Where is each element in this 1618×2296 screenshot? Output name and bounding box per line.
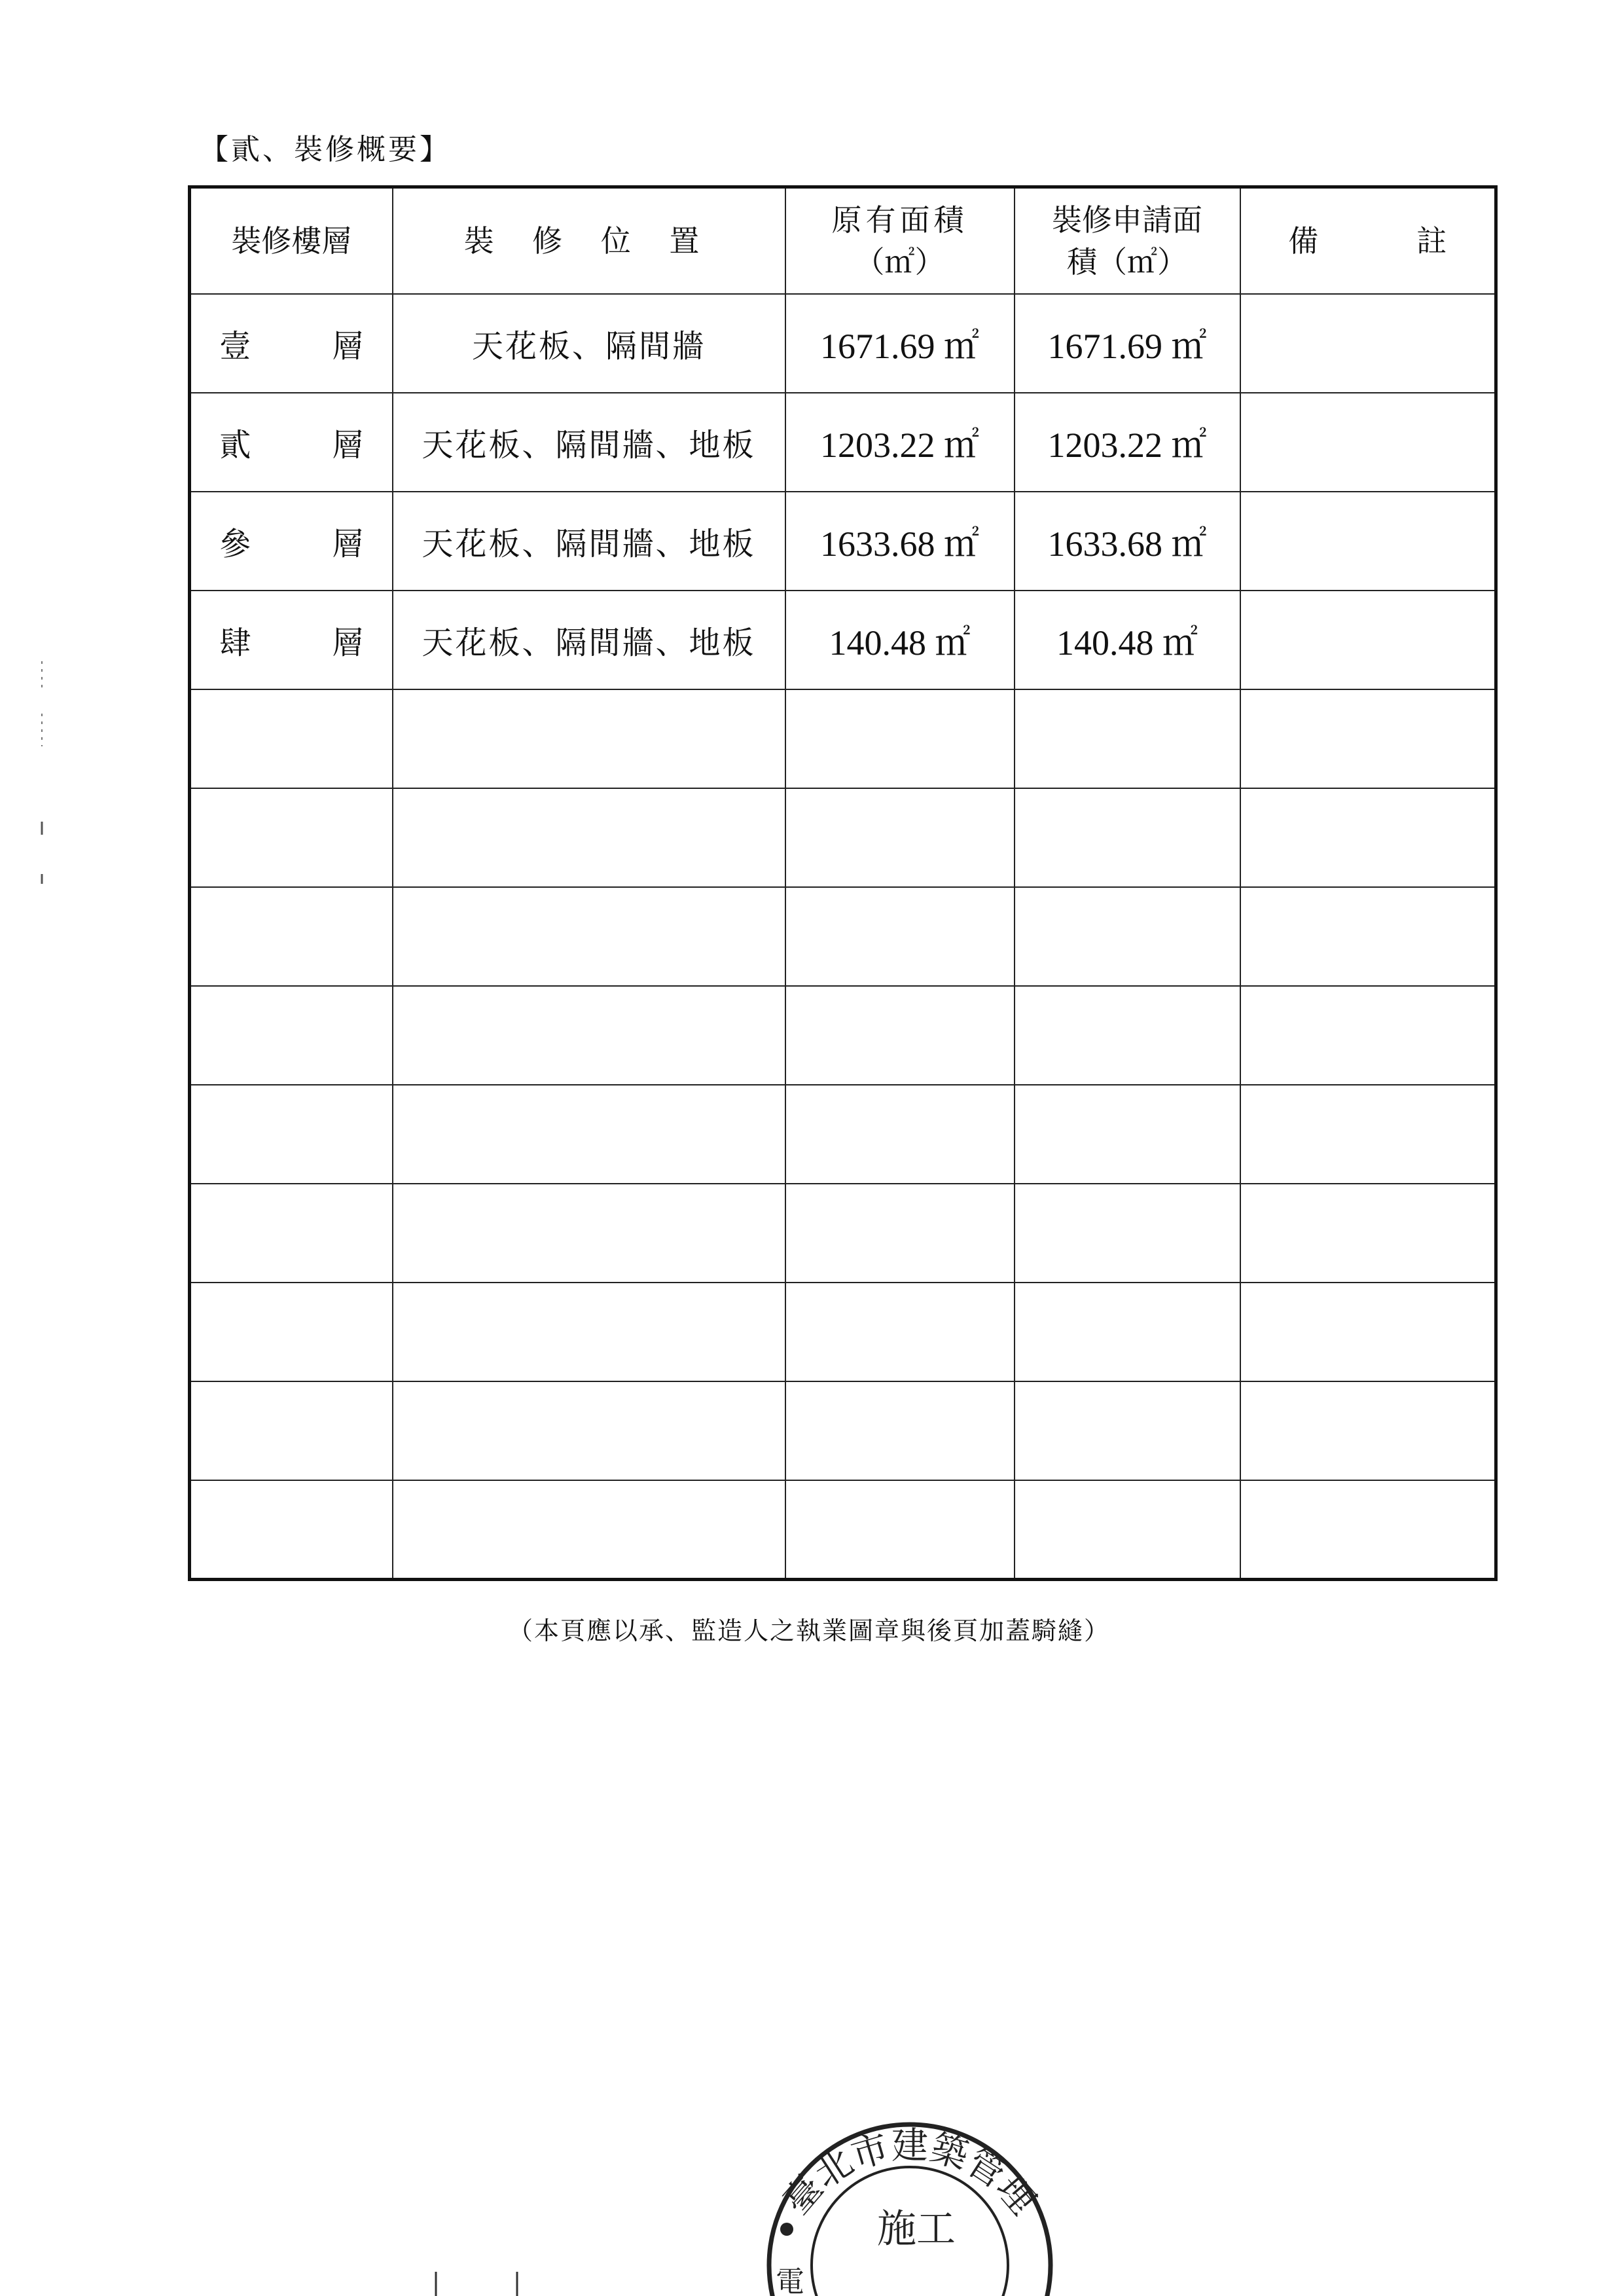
empty-cell <box>393 689 785 788</box>
header-requested-area <box>1015 187 1240 295</box>
header-remarks-2: 註 <box>1416 223 1447 259</box>
remarks-cell <box>1240 294 1496 393</box>
empty-cell <box>785 887 1015 986</box>
floor-cell: 參 層 <box>190 492 393 591</box>
empty-cell <box>190 1381 393 1480</box>
empty-cell <box>190 788 393 887</box>
empty-cell <box>1240 986 1496 1085</box>
empty-cell <box>190 887 393 986</box>
floor-cell: 壹 層 <box>190 294 393 393</box>
header-original-area <box>785 187 1015 295</box>
requested-area-cell: 140.48 ㎡ <box>1015 591 1240 689</box>
empty-cell <box>785 986 1015 1085</box>
empty-cell <box>1240 1184 1496 1283</box>
stamp-arc-text: 臺北市建築管理 <box>776 2124 1044 2223</box>
empty-cell <box>785 1283 1015 1381</box>
original-area-cell: 1203.22 ㎡ <box>785 393 1015 492</box>
stamp-inner-text: 施工 <box>877 2206 956 2252</box>
empty-cell <box>785 1184 1015 1283</box>
empty-cell <box>190 1283 393 1381</box>
empty-cell <box>393 1480 785 1579</box>
location-cell: 天花板、隔間牆 <box>393 294 785 393</box>
header-floor: 裝修樓層 <box>190 187 393 295</box>
table-row <box>190 492 1496 591</box>
empty-cell <box>393 1085 785 1184</box>
empty-cell <box>785 1085 1015 1184</box>
header-original-area-line2: （㎡） <box>854 244 945 280</box>
table-row-empty <box>190 986 1496 1085</box>
empty-cell <box>1240 788 1496 887</box>
table-row-empty <box>190 1381 1496 1480</box>
table-row-empty <box>190 689 1496 788</box>
header-remarks <box>1240 187 1496 295</box>
empty-cell <box>1015 1085 1240 1184</box>
empty-cell <box>785 1480 1015 1579</box>
remarks-cell <box>1240 492 1496 591</box>
empty-cell <box>1240 1283 1496 1381</box>
empty-cell <box>1015 986 1240 1085</box>
empty-cell <box>190 1184 393 1283</box>
empty-cell <box>190 986 393 1085</box>
empty-cell <box>1240 689 1496 788</box>
empty-cell <box>190 689 393 788</box>
header-original-area-line1: 原有面積 <box>831 202 968 238</box>
requested-area-cell: 1671.69 ㎡ <box>1015 294 1240 393</box>
requested-area-cell: 1633.68 ㎡ <box>1015 492 1240 591</box>
header-location: 裝 修 位 置 <box>393 187 785 295</box>
header-requested-area-line1: 裝修申請面 <box>1052 202 1202 238</box>
empty-cell <box>1015 689 1240 788</box>
official-stamp <box>740 2095 1080 2296</box>
floor-cell: 貳 層 <box>190 393 393 492</box>
original-area-cell: 140.48 ㎡ <box>785 591 1015 689</box>
section-title: 【貳、裝修概要】 <box>200 133 451 166</box>
location-cell: 天花板、隔間牆、地板 <box>393 393 785 492</box>
empty-cell <box>190 1085 393 1184</box>
table-row-empty <box>190 788 1496 887</box>
empty-cell <box>393 1184 785 1283</box>
location-cell: 天花板、隔間牆、地板 <box>393 591 785 689</box>
empty-cell <box>393 887 785 986</box>
header-requested-area-line2: 積（㎡） <box>1067 244 1187 280</box>
empty-cell <box>393 1283 785 1381</box>
empty-cell <box>190 1480 393 1579</box>
header-remarks-1: 備 <box>1288 223 1319 259</box>
table-row-empty <box>190 887 1496 986</box>
empty-cell <box>393 986 785 1085</box>
location-cell: 天花板、隔間牆、地板 <box>393 492 785 591</box>
empty-cell <box>1015 1381 1240 1480</box>
table-row-empty <box>190 1480 1496 1579</box>
empty-cell <box>785 788 1015 887</box>
empty-cell <box>1015 1283 1240 1381</box>
table-row-empty <box>190 1283 1496 1381</box>
empty-cell <box>1240 1381 1496 1480</box>
empty-cell <box>1015 1184 1240 1283</box>
stamp-side-text: 電 <box>776 2265 804 2296</box>
table-row <box>190 591 1496 689</box>
table-header-row <box>190 187 1496 295</box>
stamp-graphic <box>740 2095 1080 2296</box>
empty-cell <box>1240 887 1496 986</box>
empty-cell <box>1240 1480 1496 1579</box>
requested-area-cell: 1203.22 ㎡ <box>1015 393 1240 492</box>
table-row-empty <box>190 1184 1496 1283</box>
empty-cell <box>1240 1085 1496 1184</box>
original-area-cell: 1633.68 ㎡ <box>785 492 1015 591</box>
empty-cell <box>393 788 785 887</box>
footer-note: （本頁應以承、監造人之執業圖章與後頁加蓋騎縫） <box>507 1616 1110 1645</box>
original-area-cell: 1671.69 ㎡ <box>785 294 1015 393</box>
remarks-cell <box>1240 591 1496 689</box>
renovation-summary-table <box>188 185 1498 1581</box>
floor-cell: 肆 層 <box>190 591 393 689</box>
stamp-dot-icon <box>780 2223 793 2236</box>
table-row-empty <box>190 1085 1496 1184</box>
empty-cell <box>1015 887 1240 986</box>
empty-cell <box>1015 788 1240 887</box>
table-row <box>190 294 1496 393</box>
remarks-cell <box>1240 393 1496 492</box>
empty-cell <box>785 689 1015 788</box>
empty-cell <box>785 1381 1015 1480</box>
table-row <box>190 393 1496 492</box>
empty-cell <box>393 1381 785 1480</box>
empty-cell <box>1015 1480 1240 1579</box>
